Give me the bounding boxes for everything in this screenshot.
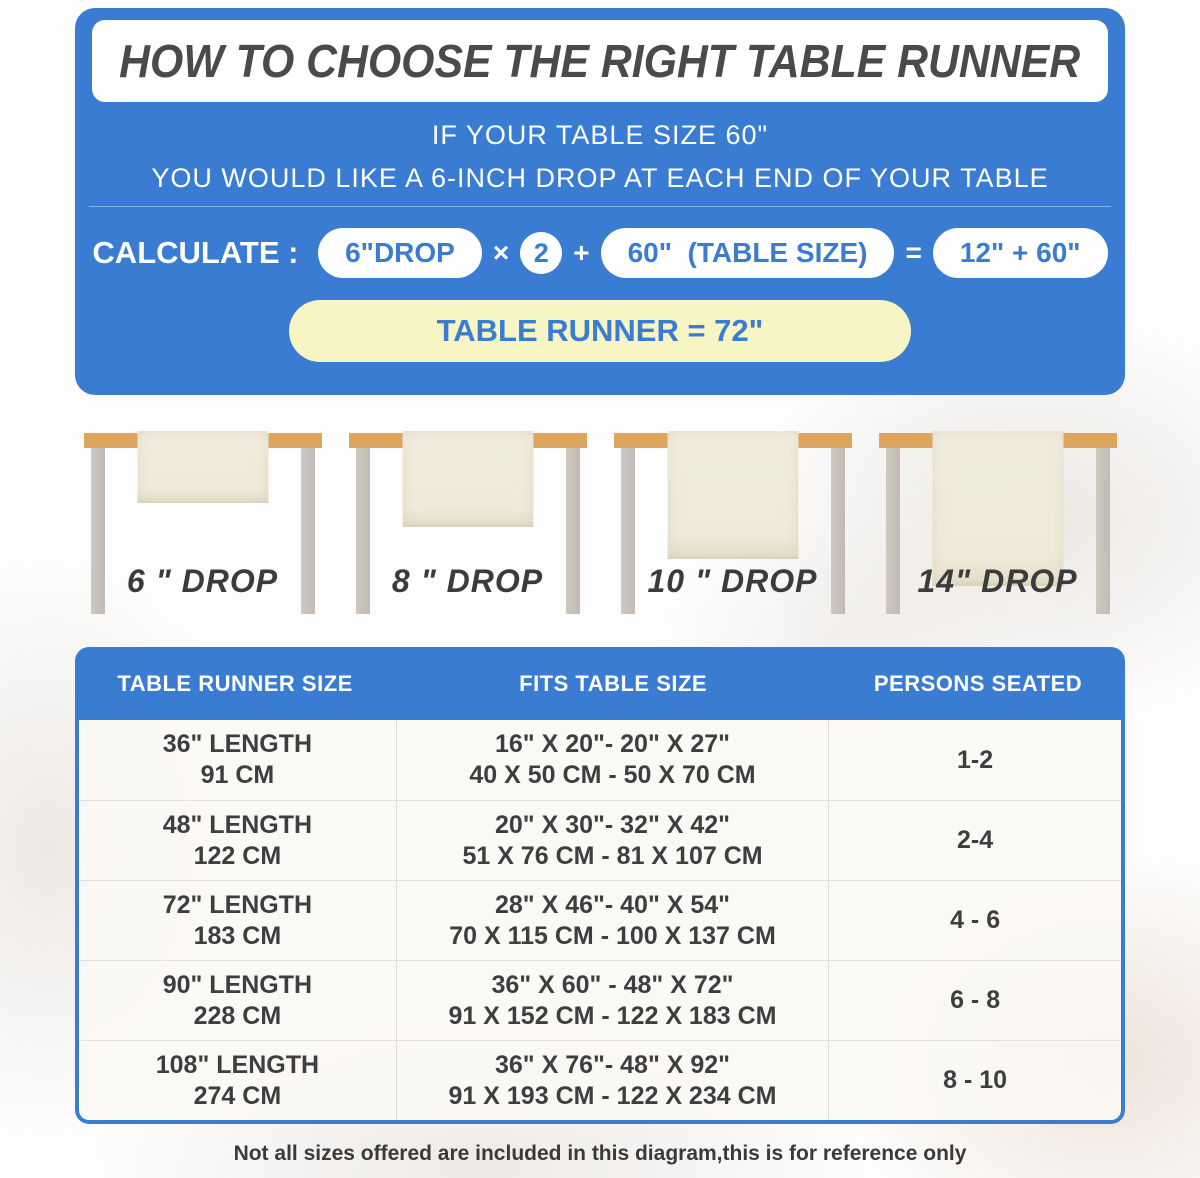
table-row bbox=[79, 1040, 1121, 1120]
runner-size-inches: 48" LENGTH bbox=[162, 810, 313, 839]
persons-seated-cell bbox=[829, 720, 1121, 800]
title-box bbox=[92, 20, 1108, 102]
fits-table-size-cell bbox=[397, 961, 829, 1040]
table-figure-6in-drop bbox=[70, 425, 335, 637]
footnote: Not all sizes offered are included in this diagram,this is for reference only bbox=[233, 1142, 967, 1165]
hero-panel bbox=[75, 8, 1125, 395]
persons-count: 8 - 10 bbox=[943, 1066, 1008, 1094]
fits-cm: 91 X 152 CM - 122 X 183 CM bbox=[448, 1001, 777, 1030]
table-figure-14in-drop bbox=[865, 425, 1130, 637]
runner-size-cm: 91 CM bbox=[200, 761, 275, 789]
subtitle-line2: YOU WOULD LIKE A 6-INCH DROP AT EACH END OF YOUR TABLE bbox=[151, 163, 1049, 193]
drop-label: 8 " DROP bbox=[391, 563, 544, 599]
table-row bbox=[79, 800, 1121, 880]
table-row bbox=[79, 960, 1121, 1040]
page-title: HOW TO CHOOSE THE RIGHT TABLE RUNNER bbox=[119, 35, 1081, 87]
table-body bbox=[75, 720, 1125, 1124]
runner-size-cm: 183 CM bbox=[193, 921, 282, 950]
runner-size-cm: 122 CM bbox=[193, 841, 282, 870]
header-runner-size: TABLE RUNNER SIZE bbox=[117, 670, 353, 696]
table-runner-swatch bbox=[667, 431, 798, 559]
runner-size-inches: 36" LENGTH bbox=[162, 730, 313, 758]
runner-size-cell bbox=[79, 1041, 397, 1120]
subtitle-line1: IF YOUR TABLE SIZE 60" bbox=[431, 120, 769, 150]
calculation-row bbox=[75, 224, 1125, 282]
table-row bbox=[79, 880, 1121, 960]
table-runner-swatch bbox=[402, 431, 533, 527]
persons-count: 4 - 6 bbox=[950, 906, 1001, 934]
plus-operator: + bbox=[573, 237, 590, 268]
fits-table-size-cell bbox=[397, 720, 829, 800]
persons-count: 6 - 8 bbox=[950, 986, 1001, 1014]
persons-count: 2-4 bbox=[957, 826, 994, 854]
runner-size-cell bbox=[79, 961, 397, 1040]
fits-table-size-cell bbox=[397, 881, 829, 960]
drop-label: 14" DROP bbox=[917, 563, 1078, 599]
size-reference-table bbox=[75, 647, 1125, 1124]
fits-cm: 70 X 115 CM - 100 X 137 CM bbox=[449, 921, 776, 950]
table-header-row bbox=[75, 647, 1125, 720]
result-pill: TABLE RUNNER = 72" bbox=[289, 300, 911, 362]
runner-size-inches: 108" LENGTH bbox=[155, 1050, 320, 1079]
persons-seated-cell bbox=[829, 1041, 1121, 1120]
sum-pill: 12" + 60" bbox=[933, 228, 1108, 278]
persons-seated-cell bbox=[829, 961, 1121, 1040]
fits-inches: 36" X 76"- 48" X 92" bbox=[494, 1050, 731, 1079]
multiplier-badge: 2 bbox=[520, 232, 562, 274]
table-figure-10in-drop bbox=[600, 425, 865, 637]
fits-cm: 91 X 193 CM - 122 X 234 CM bbox=[448, 1081, 777, 1110]
runner-size-cm: 274 CM bbox=[193, 1081, 282, 1110]
drop-value-pill: 6"DROP bbox=[318, 228, 482, 278]
runner-size-cell bbox=[79, 881, 397, 960]
drop-label: 10 " DROP bbox=[647, 563, 818, 599]
runner-size-cell bbox=[79, 801, 397, 880]
runner-size-inches: 90" LENGTH bbox=[162, 970, 313, 999]
calculate-label: CALCULATE : bbox=[92, 235, 308, 270]
table-figure-8in-drop bbox=[335, 425, 600, 637]
runner-size-inches: 72" LENGTH bbox=[162, 890, 313, 919]
fits-inches: 28" X 46"- 40" X 54" bbox=[494, 890, 731, 919]
table-row bbox=[79, 720, 1121, 800]
fits-table-size-cell bbox=[397, 801, 829, 880]
subtitle bbox=[75, 120, 1125, 194]
persons-count: 1-2 bbox=[957, 745, 994, 774]
persons-seated-cell bbox=[829, 881, 1121, 960]
persons-seated-cell bbox=[829, 801, 1121, 880]
drop-illustrations bbox=[70, 425, 1130, 637]
fits-inches: 36" X 60" - 48" X 72" bbox=[491, 970, 734, 999]
fits-inches: 20" X 30"- 32" X 42" bbox=[494, 810, 731, 839]
header-fits-table-size: FITS TABLE SIZE bbox=[519, 670, 708, 696]
header-persons-seated: PERSONS SEATED bbox=[873, 670, 1083, 696]
fits-cm: 51 X 76 CM - 81 X 107 CM bbox=[462, 841, 763, 870]
fits-table-size-cell bbox=[397, 1041, 829, 1120]
times-operator: × bbox=[492, 237, 510, 268]
table-runner-swatch bbox=[137, 431, 268, 503]
equals-operator: = bbox=[905, 237, 922, 268]
runner-size-cm: 228 CM bbox=[193, 1001, 282, 1030]
fits-inches: 16" X 20"- 20" X 27" bbox=[494, 730, 731, 758]
fits-cm: 40 X 50 CM - 50 X 70 CM bbox=[469, 761, 756, 789]
table-size-pill: 60" (TABLE SIZE) bbox=[601, 228, 895, 278]
runner-size-cell bbox=[79, 720, 397, 800]
divider bbox=[89, 206, 1111, 207]
drop-label: 6 " DROP bbox=[126, 563, 279, 599]
